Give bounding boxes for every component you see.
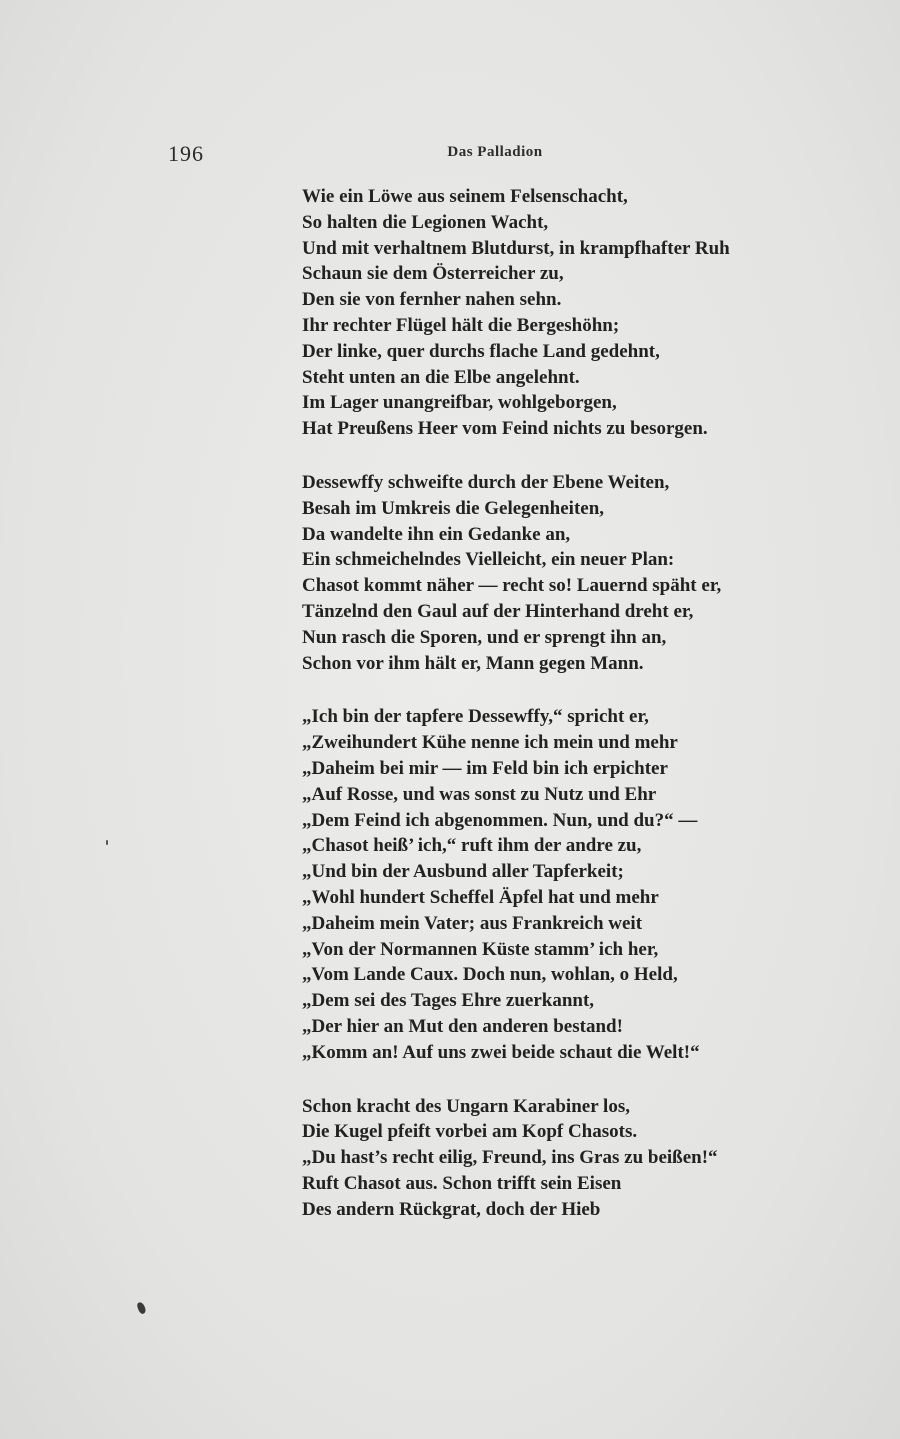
verse-line: Im Lager unangreifbar, wohlgeborgen, (302, 392, 617, 414)
verse-line: „Zweihundert Kühe nenne ich mein und mehr (302, 732, 678, 754)
poem-body (302, 184, 742, 1250)
verse-line: Die Kugel pfeift vorbei am Kopf Chasots. (302, 1121, 638, 1143)
verse-line: Den sie von fernher nahen sehn. (302, 289, 562, 311)
verse-line: „Du hast’s recht eilig, Freund, ins Gras zu beißen!“ (302, 1147, 718, 1169)
verse-line: Der linke, quer durchs flache Land gedehnt, (302, 340, 660, 362)
verse-line: Ein schmeichelndes Vielleicht, ein neuer Plan: (302, 549, 675, 571)
stanza (302, 704, 742, 1065)
verse-line: „Daheim bei mir — im Feld bin ich erpichter (302, 757, 668, 779)
verse-line: Schon vor ihm hält er, Mann gegen Mann. (302, 652, 644, 674)
verse-line: So halten die Legionen Wacht, (302, 211, 549, 233)
verse-line: „Auf Rosse, und was sonst zu Nutz und Ehr (302, 783, 657, 805)
verse-line: Besah im Umkreis die Gelegenheiten, (302, 497, 605, 519)
ink-smudge (136, 1301, 147, 1315)
stanza (302, 470, 742, 676)
verse-line: Wie ein Löwe aus seinem Felsenschacht, (302, 186, 628, 207)
verse-line: „Daheim mein Vater; aus Frankreich weit (302, 912, 643, 934)
verse-line: Ruft Chasot aus. Schon trifft sein Eisen (302, 1172, 622, 1194)
verse-line: „Der hier an Mut den anderen bestand! (302, 1015, 623, 1037)
ink-speck (106, 840, 108, 845)
page-number: 196 (168, 141, 204, 166)
running-title: Das Palladion (447, 144, 543, 160)
verse-line: Steht unten an die Elbe angelehnt. (302, 366, 580, 388)
verse-line: „Und bin der Ausbund aller Tapferkeit; (302, 861, 624, 883)
verse-line: „Dem sei des Tages Ehre zuerkannt, (302, 990, 595, 1012)
verse-line: Schaun sie dem Österreicher zu, (302, 263, 564, 285)
verse-line: Tänzelnd den Gaul auf der Hinterhand dreht er, (302, 600, 694, 622)
verse-line: Nun rasch die Sporen, und er sprengt ihn an, (302, 626, 667, 648)
verse-line: Chasot kommt näher — recht so! Lauernd späht er, (302, 575, 722, 597)
verse-line: Hat Preußens Heer vom Feind nichts zu besorgen. (302, 418, 708, 440)
verse-line: „Dem Feind ich abgenommen. Nun, und du?“ — (302, 809, 698, 831)
verse-line: Und mit verhaltnem Blutdurst, in krampfhafter Ruh (302, 237, 730, 259)
verse-line: „Chasot heiß’ ich,“ ruft ihm der andre zu, (302, 835, 642, 857)
verse-line: Schon kracht des Ungarn Karabiner los, (302, 1095, 630, 1117)
verse-line: „Komm an! Auf uns zwei beide schaut die Welt!“ (302, 1041, 700, 1063)
verse-line: Ihr rechter Flügel hält die Bergeshöhn; (302, 314, 620, 336)
verse-line: Des andern Rückgrat, doch der Hieb (302, 1198, 601, 1220)
stanza (302, 1094, 742, 1223)
verse-line: „Wohl hundert Scheffel Äpfel hat und mehr (302, 886, 659, 908)
verse-line: „Vom Lande Caux. Doch nun, wohlan, o Held, (302, 964, 678, 986)
verse-line: Dessewffy schweifte durch der Ebene Weiten, (302, 471, 670, 493)
verse-line: Da wandelte ihn ein Gedanke an, (302, 523, 571, 545)
verse-line: „Ich bin der tapfere Dessewffy,“ spricht er, (302, 706, 649, 728)
verse-line: „Von der Normannen Küste stamm’ ich her, (302, 938, 659, 960)
stanza (302, 184, 742, 442)
